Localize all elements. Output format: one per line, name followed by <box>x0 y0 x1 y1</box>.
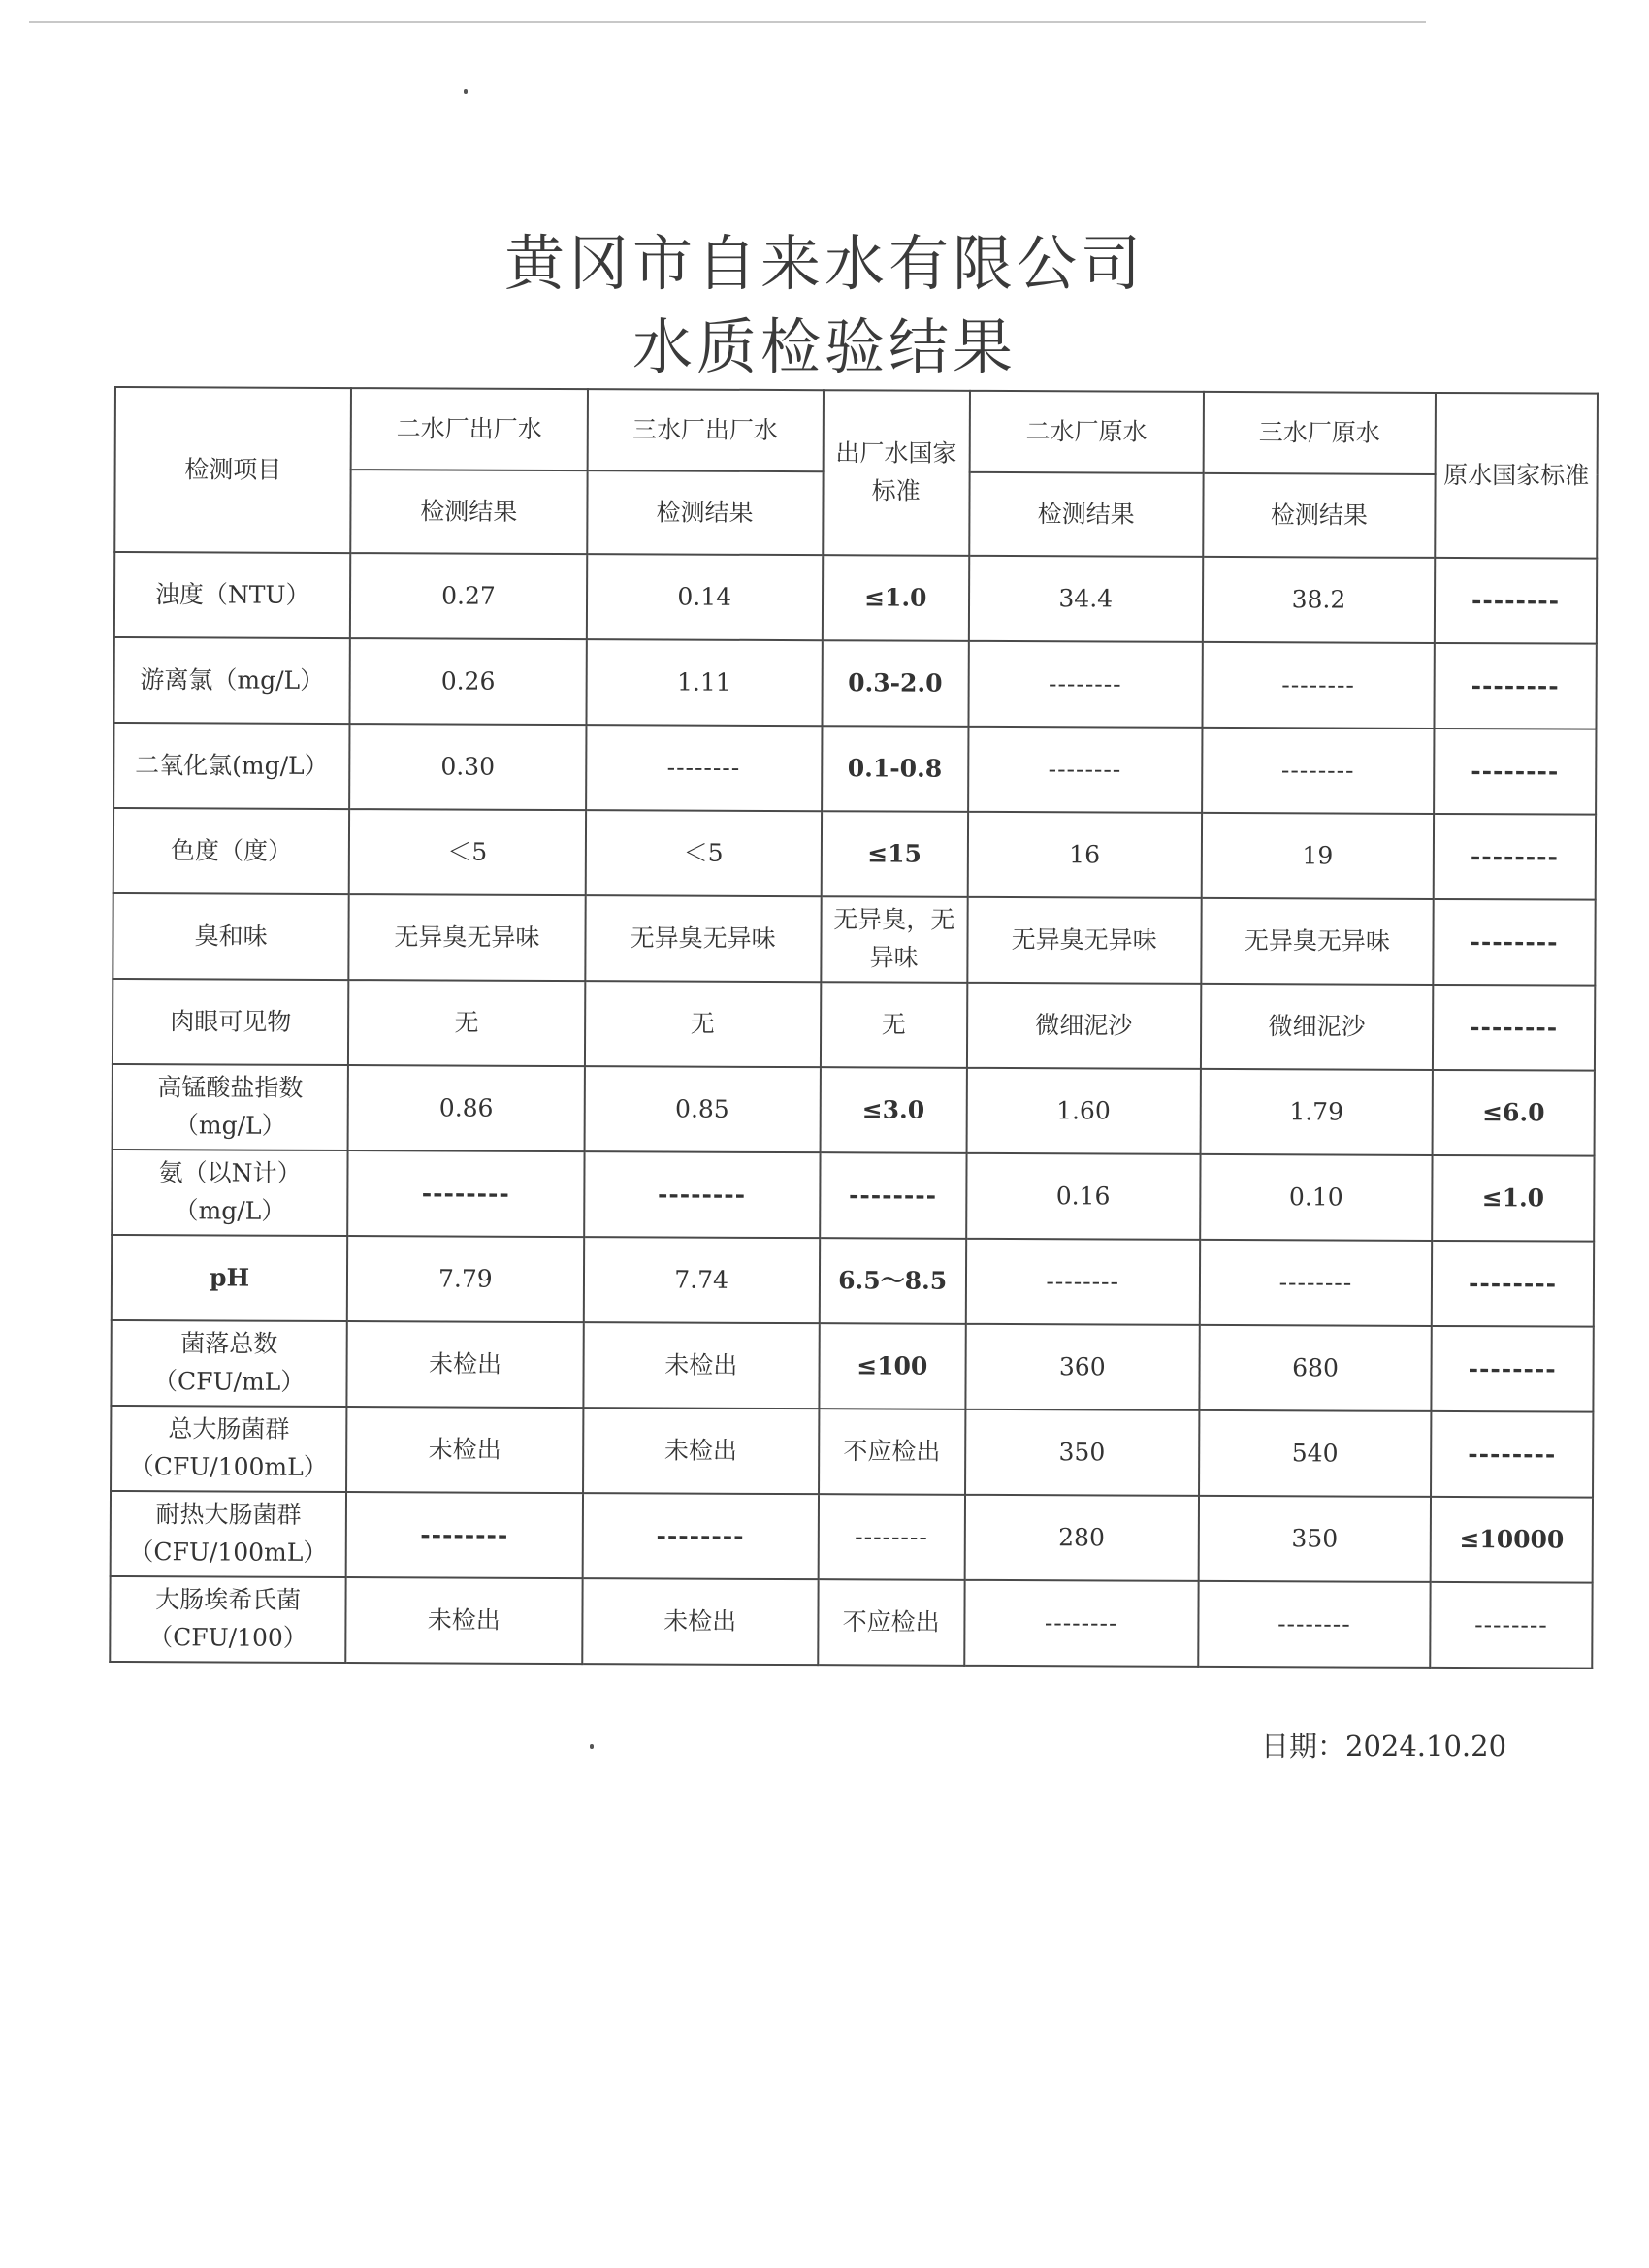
value-cell: -------- <box>1202 728 1435 814</box>
standard-cell: 0.1-0.8 <box>822 726 968 812</box>
scan-speck <box>590 1744 594 1749</box>
standard-cell: -------- <box>820 1152 966 1239</box>
standard-cell: 无异臭，无异味 <box>821 896 967 983</box>
value-cell: 7.74 <box>583 1237 820 1323</box>
company-title: 黄冈市自来水有限公司 <box>503 228 1145 299</box>
value-cell: 19 <box>1202 813 1435 899</box>
value-cell: -------- <box>584 1151 821 1238</box>
value-cell: 1.11 <box>586 639 823 726</box>
standard-cell: -------- <box>818 1494 964 1580</box>
table-row <box>113 979 1595 1071</box>
value-cell: 350 <box>965 1409 1200 1496</box>
raw-standard-cell: -------- <box>1435 643 1597 729</box>
value-cell: 0.85 <box>584 1066 821 1152</box>
standard-cell: 0.3-2.0 <box>822 640 968 727</box>
value-cell: 未检出 <box>583 1322 820 1409</box>
value-cell: 350 <box>1198 1496 1431 1582</box>
value-cell: 1.60 <box>966 1068 1201 1154</box>
value-cell: ＜5 <box>349 809 586 895</box>
subheader-result: 检测结果 <box>351 470 588 554</box>
subheader-result: 检测结果 <box>587 470 824 555</box>
standard-cell: 无 <box>821 982 967 1068</box>
value-cell: 0.26 <box>350 638 587 725</box>
table-row <box>112 1235 1594 1327</box>
table-row <box>113 723 1596 815</box>
value-cell: 0.10 <box>1200 1154 1433 1241</box>
table-row <box>113 1064 1595 1156</box>
header-sjc-raw: 三水厂原水 <box>1203 392 1436 474</box>
value-cell: 0.30 <box>349 724 586 810</box>
value-cell: ＜5 <box>585 810 822 896</box>
water-quality-table <box>109 386 1599 1669</box>
value-cell: 680 <box>1199 1325 1432 1411</box>
value-cell: -------- <box>1198 1581 1431 1668</box>
table-row <box>113 808 1596 900</box>
value-cell: 微细泥沙 <box>1201 984 1434 1070</box>
value-cell: -------- <box>347 1150 584 1237</box>
value-cell: -------- <box>965 1239 1200 1325</box>
value-cell: 无异臭无异味 <box>585 895 822 982</box>
standard-cell: 不应检出 <box>818 1579 964 1666</box>
raw-standard-cell: -------- <box>1433 899 1595 986</box>
table-row <box>111 1491 1593 1583</box>
value-cell: 34.4 <box>968 556 1203 642</box>
item-name: 大肠埃希氏菌（CFU/100） <box>110 1576 346 1663</box>
standard-cell: 6.5～8.5 <box>820 1238 966 1324</box>
value-cell: 280 <box>964 1495 1199 1581</box>
value-cell: -------- <box>964 1580 1199 1667</box>
table-row <box>114 552 1597 644</box>
value-cell: 1.79 <box>1200 1069 1433 1155</box>
standard-cell: ≤3.0 <box>820 1067 966 1153</box>
subheader-result: 检测结果 <box>1203 473 1436 558</box>
item-name: 总大肠菌群（CFU/100mL） <box>111 1406 347 1492</box>
value-cell: 无异臭无异味 <box>967 897 1202 984</box>
raw-standard-cell: -------- <box>1431 1411 1593 1498</box>
value-cell: 未检出 <box>346 1407 583 1493</box>
value-cell: 0.86 <box>348 1065 585 1151</box>
header-ejc-out: 二水厂出厂水 <box>351 388 588 470</box>
header-out-std: 出厂水国家标准 <box>823 390 970 556</box>
header-ejc-raw: 二水厂原水 <box>969 391 1204 473</box>
value-cell: 7.79 <box>347 1236 584 1322</box>
report-title: 水质检验结果 <box>631 311 1017 382</box>
table-row <box>110 1576 1592 1669</box>
subheader-result: 检测结果 <box>969 472 1204 557</box>
value-cell: 540 <box>1199 1410 1432 1497</box>
item-name: 臭和味 <box>113 893 349 980</box>
value-cell: 38.2 <box>1203 557 1436 643</box>
table-row <box>111 1320 1593 1412</box>
standard-cell: 不应检出 <box>819 1409 965 1495</box>
table-row <box>112 1150 1594 1242</box>
scan-speck <box>464 89 468 94</box>
raw-standard-cell: -------- <box>1434 729 1596 815</box>
raw-standard-cell: -------- <box>1431 1326 1593 1412</box>
raw-standard-cell: ≤6.0 <box>1433 1070 1595 1156</box>
header-raw-std: 原水国家标准 <box>1435 393 1598 559</box>
item-name: 浊度（NTU） <box>114 552 351 638</box>
value-cell: 无 <box>584 981 821 1067</box>
item-name: 二氧化氯(mg/L） <box>113 723 350 809</box>
item-name: 色度（度） <box>113 808 350 894</box>
value-cell: -------- <box>968 727 1203 813</box>
standard-cell: ≤100 <box>819 1323 965 1409</box>
table-row <box>113 637 1596 729</box>
value-cell: 微细泥沙 <box>967 983 1202 1069</box>
value-cell: -------- <box>582 1493 819 1579</box>
value-cell: 无异臭无异味 <box>349 894 586 981</box>
raw-standard-cell: ≤10000 <box>1431 1497 1593 1583</box>
value-cell: 16 <box>967 812 1202 898</box>
standard-cell: ≤1.0 <box>823 555 969 641</box>
value-cell: -------- <box>1202 642 1435 729</box>
item-name: 菌落总数（CFU/mL） <box>111 1320 347 1407</box>
item-name: pH <box>112 1235 348 1321</box>
value-cell: 未检出 <box>582 1578 819 1665</box>
value-cell: 0.27 <box>350 553 587 639</box>
raw-standard-cell: -------- <box>1433 985 1595 1071</box>
item-name: 游离氯（mg/L） <box>113 637 350 724</box>
value-cell: 无异臭无异味 <box>1201 898 1434 985</box>
raw-standard-cell: -------- <box>1435 558 1597 644</box>
value-cell: 未检出 <box>347 1321 584 1408</box>
value-cell: 360 <box>965 1324 1200 1410</box>
raw-standard-cell: -------- <box>1432 1241 1594 1327</box>
value-cell: -------- <box>586 725 823 811</box>
value-cell: 0.16 <box>966 1153 1201 1240</box>
value-cell: 无 <box>348 980 585 1066</box>
header-item: 检测项目 <box>114 387 351 553</box>
raw-standard-cell: -------- <box>1430 1582 1592 1669</box>
table-row <box>113 893 1595 986</box>
value-cell: -------- <box>346 1492 583 1578</box>
item-name: 高锰酸盐指数（mg/L） <box>113 1064 349 1150</box>
raw-standard-cell: -------- <box>1434 814 1596 900</box>
standard-cell: ≤15 <box>822 811 968 897</box>
table-row <box>111 1406 1593 1498</box>
report-date: 日期：2024.10.20 <box>1261 1730 1507 1763</box>
scan-edge-line <box>29 21 1426 23</box>
item-name: 肉眼可见物 <box>113 979 349 1065</box>
value-cell: 0.14 <box>586 554 823 640</box>
raw-standard-cell: ≤1.0 <box>1432 1155 1594 1242</box>
value-cell: -------- <box>968 641 1203 728</box>
value-cell: 未检出 <box>583 1408 820 1494</box>
item-name: 氨（以N计）（mg/L） <box>112 1150 348 1236</box>
header-sjc-out: 三水厂出厂水 <box>587 389 824 471</box>
value-cell: -------- <box>1200 1240 1433 1326</box>
item-name: 耐热大肠菌群（CFU/100mL） <box>111 1491 347 1577</box>
value-cell: 未检出 <box>346 1577 583 1664</box>
